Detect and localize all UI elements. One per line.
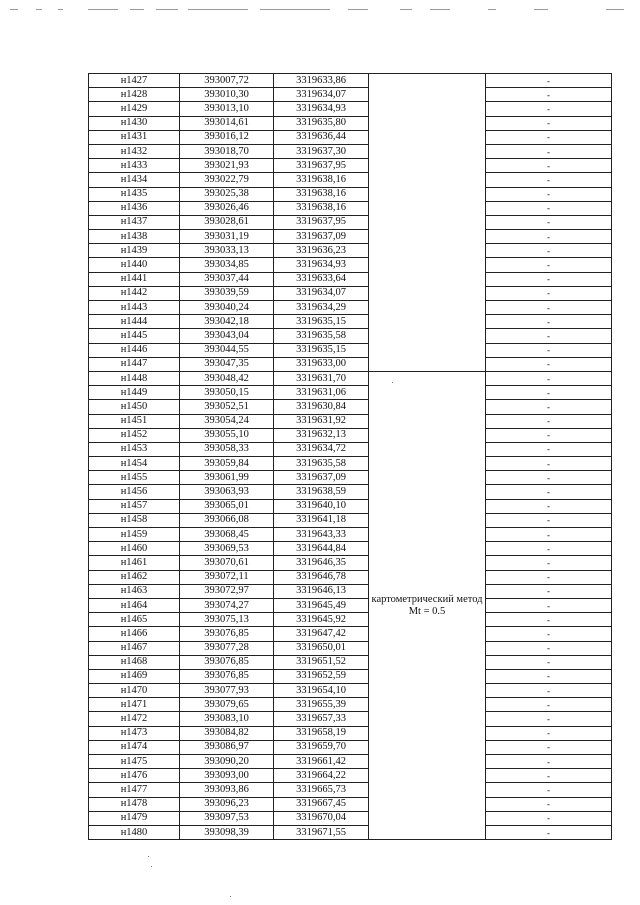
point-number-cell: н1456 (89, 485, 180, 499)
x-coordinate-cell: 393074,27 (180, 598, 274, 612)
table-row (89, 116, 612, 130)
point-number-cell: н1464 (89, 598, 180, 612)
point-number-cell: н1476 (89, 769, 180, 783)
table-row (89, 272, 612, 286)
table-row (89, 641, 612, 655)
point-number-cell: н1480 (89, 825, 180, 839)
y-coordinate-cell: 3319641,18 (274, 513, 369, 527)
accuracy-cell: - (486, 230, 612, 244)
x-coordinate-cell: 393013,10 (180, 102, 274, 116)
point-number-cell: н1474 (89, 740, 180, 754)
point-number-cell: н1475 (89, 755, 180, 769)
y-coordinate-cell: 3319646,13 (274, 584, 369, 598)
accuracy-cell: - (486, 343, 612, 357)
accuracy-cell: - (486, 542, 612, 556)
accuracy-cell: - (486, 244, 612, 258)
y-coordinate-cell: 3319645,49 (274, 598, 369, 612)
point-number-cell: н1440 (89, 258, 180, 272)
table-row (89, 825, 612, 839)
x-coordinate-cell: 393025,38 (180, 187, 274, 201)
y-coordinate-cell: 3319635,80 (274, 116, 369, 130)
y-coordinate-cell: 3319638,16 (274, 173, 369, 187)
table-row (89, 513, 612, 527)
x-coordinate-cell: 393014,61 (180, 116, 274, 130)
x-coordinate-cell: 393072,97 (180, 584, 274, 598)
x-coordinate-cell: 393098,39 (180, 825, 274, 839)
y-coordinate-cell: 3319667,45 (274, 797, 369, 811)
accuracy-cell: - (486, 698, 612, 712)
x-coordinate-cell: 393010,30 (180, 88, 274, 102)
point-number-cell: н1460 (89, 542, 180, 556)
y-coordinate-cell: 3319643,33 (274, 528, 369, 542)
accuracy-cell: - (486, 428, 612, 442)
table-row (89, 301, 612, 315)
x-coordinate-cell: 393076,85 (180, 655, 274, 669)
table-row (89, 400, 612, 414)
point-number-cell: н1448 (89, 371, 180, 385)
table-row (89, 286, 612, 300)
accuracy-cell: - (486, 598, 612, 612)
accuracy-cell: - (486, 641, 612, 655)
point-number-cell: н1468 (89, 655, 180, 669)
x-coordinate-cell: 393065,01 (180, 499, 274, 513)
point-number-cell: н1455 (89, 471, 180, 485)
accuracy-cell: - (486, 499, 612, 513)
point-number-cell: н1439 (89, 244, 180, 258)
table-row (89, 428, 612, 442)
table-row (89, 712, 612, 726)
point-number-cell: н1469 (89, 669, 180, 683)
x-coordinate-cell: 393070,61 (180, 556, 274, 570)
table-row (89, 797, 612, 811)
y-coordinate-cell: 3319640,10 (274, 499, 369, 513)
x-coordinate-cell: 393093,86 (180, 783, 274, 797)
y-coordinate-cell: 3319634,93 (274, 258, 369, 272)
y-coordinate-cell: 3319634,29 (274, 301, 369, 315)
table-row (89, 74, 612, 88)
x-coordinate-cell: 393016,12 (180, 130, 274, 144)
x-coordinate-cell: 393048,42 (180, 371, 274, 385)
y-coordinate-cell: 3319637,09 (274, 230, 369, 244)
table-row (89, 414, 612, 428)
x-coordinate-cell: 393083,10 (180, 712, 274, 726)
y-coordinate-cell: 3319664,22 (274, 769, 369, 783)
accuracy-cell: - (486, 556, 612, 570)
accuracy-cell: - (486, 669, 612, 683)
table-row (89, 598, 612, 612)
x-coordinate-cell: 393097,53 (180, 811, 274, 825)
accuracy-cell: - (486, 116, 612, 130)
table-row (89, 669, 612, 683)
x-coordinate-cell: 393007,72 (180, 74, 274, 88)
table-row (89, 726, 612, 740)
accuracy-cell: - (486, 400, 612, 414)
point-number-cell: н1443 (89, 301, 180, 315)
y-coordinate-cell: 3319651,52 (274, 655, 369, 669)
x-coordinate-cell: 393093,00 (180, 769, 274, 783)
accuracy-cell: - (486, 173, 612, 187)
table-row (89, 769, 612, 783)
point-number-cell: н1435 (89, 187, 180, 201)
x-coordinate-cell: 393022,79 (180, 173, 274, 187)
accuracy-cell: - (486, 286, 612, 300)
table-row (89, 159, 612, 173)
accuracy-cell: - (486, 201, 612, 215)
x-coordinate-cell: 393068,45 (180, 528, 274, 542)
y-coordinate-cell: 3319670,04 (274, 811, 369, 825)
accuracy-cell: - (486, 584, 612, 598)
accuracy-cell: - (486, 301, 612, 315)
table-row (89, 215, 612, 229)
y-coordinate-cell: 3319631,92 (274, 414, 369, 428)
point-number-cell: н1430 (89, 116, 180, 130)
x-coordinate-cell: 393084,82 (180, 726, 274, 740)
table-row (89, 740, 612, 754)
table-row (89, 542, 612, 556)
point-number-cell: н1441 (89, 272, 180, 286)
point-number-cell: н1457 (89, 499, 180, 513)
table-row (89, 102, 612, 116)
x-coordinate-cell: 393026,46 (180, 201, 274, 215)
y-coordinate-cell: 3319638,59 (274, 485, 369, 499)
accuracy-cell: - (486, 159, 612, 173)
y-coordinate-cell: 3319661,42 (274, 755, 369, 769)
x-coordinate-cell: 393066,08 (180, 513, 274, 527)
y-coordinate-cell: 3319638,16 (274, 187, 369, 201)
x-coordinate-cell: 393077,93 (180, 684, 274, 698)
y-coordinate-cell: 3319635,15 (274, 315, 369, 329)
point-number-cell: н1454 (89, 457, 180, 471)
y-coordinate-cell: 3319645,92 (274, 613, 369, 627)
point-number-cell: н1459 (89, 528, 180, 542)
accuracy-cell: - (486, 102, 612, 116)
point-number-cell: н1442 (89, 286, 180, 300)
method-cell: картометрический метод Mt = 0.5 (369, 371, 486, 839)
accuracy-cell: - (486, 811, 612, 825)
y-coordinate-cell: 3319637,30 (274, 144, 369, 158)
accuracy-cell: - (486, 613, 612, 627)
table-row (89, 655, 612, 669)
accuracy-cell: - (486, 712, 612, 726)
y-coordinate-cell: 3319637,95 (274, 215, 369, 229)
table-row (89, 343, 612, 357)
x-coordinate-cell: 393021,93 (180, 159, 274, 173)
x-coordinate-cell: 393043,04 (180, 329, 274, 343)
y-coordinate-cell: 3319636,23 (274, 244, 369, 258)
accuracy-cell: - (486, 88, 612, 102)
accuracy-cell: - (486, 187, 612, 201)
point-number-cell: н1461 (89, 556, 180, 570)
method-cell (369, 74, 486, 372)
table-row (89, 783, 612, 797)
table-row (89, 357, 612, 371)
x-coordinate-cell: 393076,85 (180, 627, 274, 641)
x-coordinate-cell: 393058,33 (180, 442, 274, 456)
y-coordinate-cell: 3319633,86 (274, 74, 369, 88)
table-row (89, 811, 612, 825)
table-row (89, 556, 612, 570)
accuracy-cell: - (486, 130, 612, 144)
y-coordinate-cell: 3319647,42 (274, 627, 369, 641)
x-coordinate-cell: 393086,97 (180, 740, 274, 754)
coordinates-table (88, 73, 612, 840)
table-row (89, 528, 612, 542)
table-row (89, 315, 612, 329)
y-coordinate-cell: 3319633,00 (274, 357, 369, 371)
table-row (89, 570, 612, 584)
y-coordinate-cell: 3319630,84 (274, 400, 369, 414)
y-coordinate-cell: 3319634,07 (274, 88, 369, 102)
accuracy-cell: - (486, 215, 612, 229)
point-number-cell: н1451 (89, 414, 180, 428)
table-row (89, 442, 612, 456)
table-row (89, 130, 612, 144)
y-coordinate-cell: 3319638,16 (274, 201, 369, 215)
point-number-cell: н1444 (89, 315, 180, 329)
accuracy-cell: - (486, 329, 612, 343)
accuracy-cell: - (486, 371, 612, 385)
y-coordinate-cell: 3319635,58 (274, 457, 369, 471)
x-coordinate-cell: 393075,13 (180, 613, 274, 627)
x-coordinate-cell: 393055,10 (180, 428, 274, 442)
accuracy-cell: - (486, 315, 612, 329)
table-row (89, 258, 612, 272)
point-number-cell: н1427 (89, 74, 180, 88)
x-coordinate-cell: 393077,28 (180, 641, 274, 655)
table-row (89, 471, 612, 485)
point-number-cell: н1452 (89, 428, 180, 442)
table-row (89, 201, 612, 215)
point-number-cell: н1434 (89, 173, 180, 187)
accuracy-cell: - (486, 144, 612, 158)
y-coordinate-cell: 3319665,73 (274, 783, 369, 797)
y-coordinate-cell: 3319633,64 (274, 272, 369, 286)
accuracy-cell: - (486, 627, 612, 641)
x-coordinate-cell: 393072,11 (180, 570, 274, 584)
accuracy-cell: - (486, 471, 612, 485)
point-number-cell: н1463 (89, 584, 180, 598)
x-coordinate-cell: 393090,20 (180, 755, 274, 769)
point-number-cell: н1462 (89, 570, 180, 584)
table-row (89, 386, 612, 400)
accuracy-cell: - (486, 570, 612, 584)
coordinates-table-body (89, 74, 612, 840)
y-coordinate-cell: 3319637,09 (274, 471, 369, 485)
point-number-cell: н1429 (89, 102, 180, 116)
accuracy-cell: - (486, 457, 612, 471)
x-coordinate-cell: 393063,93 (180, 485, 274, 499)
accuracy-cell: - (486, 485, 612, 499)
point-number-cell: н1446 (89, 343, 180, 357)
table-row (89, 371, 612, 385)
y-coordinate-cell: 3319655,39 (274, 698, 369, 712)
x-coordinate-cell: 393040,24 (180, 301, 274, 315)
y-coordinate-cell: 3319634,72 (274, 442, 369, 456)
point-number-cell: н1478 (89, 797, 180, 811)
table-row (89, 613, 612, 627)
point-number-cell: н1432 (89, 144, 180, 158)
table-row (89, 698, 612, 712)
point-number-cell: н1447 (89, 357, 180, 371)
point-number-cell: н1445 (89, 329, 180, 343)
table-row (89, 329, 612, 343)
scan-header-marks (10, 9, 630, 15)
x-coordinate-cell: 393034,85 (180, 258, 274, 272)
x-coordinate-cell: 393059,84 (180, 457, 274, 471)
x-coordinate-cell: 393047,35 (180, 357, 274, 371)
point-number-cell: н1467 (89, 641, 180, 655)
accuracy-cell: - (486, 726, 612, 740)
table-row (89, 457, 612, 471)
point-number-cell: н1473 (89, 726, 180, 740)
accuracy-cell: - (486, 783, 612, 797)
point-number-cell: н1472 (89, 712, 180, 726)
y-coordinate-cell: 3319658,19 (274, 726, 369, 740)
point-number-cell: н1465 (89, 613, 180, 627)
y-coordinate-cell: 3319637,95 (274, 159, 369, 173)
point-number-cell: н1477 (89, 783, 180, 797)
accuracy-cell: - (486, 684, 612, 698)
table-row (89, 584, 612, 598)
table-row (89, 230, 612, 244)
y-coordinate-cell: 3319657,33 (274, 712, 369, 726)
y-coordinate-cell: 3319646,78 (274, 570, 369, 584)
point-number-cell: н1458 (89, 513, 180, 527)
table-row (89, 144, 612, 158)
point-number-cell: н1437 (89, 215, 180, 229)
y-coordinate-cell: 3319631,06 (274, 386, 369, 400)
x-coordinate-cell: 393069,53 (180, 542, 274, 556)
point-number-cell: н1449 (89, 386, 180, 400)
x-coordinate-cell: 393076,85 (180, 669, 274, 683)
table-row (89, 755, 612, 769)
table-row (89, 627, 612, 641)
table-row (89, 187, 612, 201)
accuracy-cell: - (486, 414, 612, 428)
y-coordinate-cell: 3319635,15 (274, 343, 369, 357)
y-coordinate-cell: 3319632,13 (274, 428, 369, 442)
table-row (89, 244, 612, 258)
y-coordinate-cell: 3319636,44 (274, 130, 369, 144)
accuracy-cell: - (486, 825, 612, 839)
table-row (89, 485, 612, 499)
accuracy-cell: - (486, 513, 612, 527)
accuracy-cell: - (486, 357, 612, 371)
accuracy-cell: - (486, 769, 612, 783)
x-coordinate-cell: 393031,19 (180, 230, 274, 244)
point-number-cell: н1471 (89, 698, 180, 712)
point-number-cell: н1466 (89, 627, 180, 641)
point-number-cell: н1433 (89, 159, 180, 173)
accuracy-cell: - (486, 272, 612, 286)
accuracy-cell: - (486, 74, 612, 88)
table-row (89, 499, 612, 513)
point-number-cell: н1470 (89, 684, 180, 698)
point-number-cell: н1479 (89, 811, 180, 825)
x-coordinate-cell: 393050,15 (180, 386, 274, 400)
y-coordinate-cell: 3319644,84 (274, 542, 369, 556)
y-coordinate-cell: 3319646,35 (274, 556, 369, 570)
y-coordinate-cell: 3319635,58 (274, 329, 369, 343)
accuracy-cell: - (486, 655, 612, 669)
accuracy-cell: - (486, 740, 612, 754)
x-coordinate-cell: 393054,24 (180, 414, 274, 428)
y-coordinate-cell: 3319659,70 (274, 740, 369, 754)
y-coordinate-cell: 3319634,07 (274, 286, 369, 300)
point-number-cell: н1428 (89, 88, 180, 102)
table-row (89, 88, 612, 102)
y-coordinate-cell: 3319650,01 (274, 641, 369, 655)
point-number-cell: н1438 (89, 230, 180, 244)
x-coordinate-cell: 393033,13 (180, 244, 274, 258)
y-coordinate-cell: 3319654,10 (274, 684, 369, 698)
x-coordinate-cell: 393044,55 (180, 343, 274, 357)
table-row (89, 173, 612, 187)
table-row (89, 684, 612, 698)
point-number-cell: н1436 (89, 201, 180, 215)
accuracy-cell: - (486, 386, 612, 400)
x-coordinate-cell: 393042,18 (180, 315, 274, 329)
point-number-cell: н1431 (89, 130, 180, 144)
x-coordinate-cell: 393052,51 (180, 400, 274, 414)
x-coordinate-cell: 393079,65 (180, 698, 274, 712)
x-coordinate-cell: 393039,59 (180, 286, 274, 300)
x-coordinate-cell: 393028,61 (180, 215, 274, 229)
x-coordinate-cell: 393037,44 (180, 272, 274, 286)
accuracy-cell: - (486, 755, 612, 769)
y-coordinate-cell: 3319631,70 (274, 371, 369, 385)
y-coordinate-cell: 3319652,59 (274, 669, 369, 683)
point-number-cell: н1450 (89, 400, 180, 414)
y-coordinate-cell: 3319634,93 (274, 102, 369, 116)
accuracy-cell: - (486, 442, 612, 456)
x-coordinate-cell: 393061,99 (180, 471, 274, 485)
x-coordinate-cell: 393018,70 (180, 144, 274, 158)
accuracy-cell: - (486, 797, 612, 811)
point-number-cell: н1453 (89, 442, 180, 456)
accuracy-cell: - (486, 258, 612, 272)
x-coordinate-cell: 393096,23 (180, 797, 274, 811)
accuracy-cell: - (486, 528, 612, 542)
y-coordinate-cell: 3319671,55 (274, 825, 369, 839)
